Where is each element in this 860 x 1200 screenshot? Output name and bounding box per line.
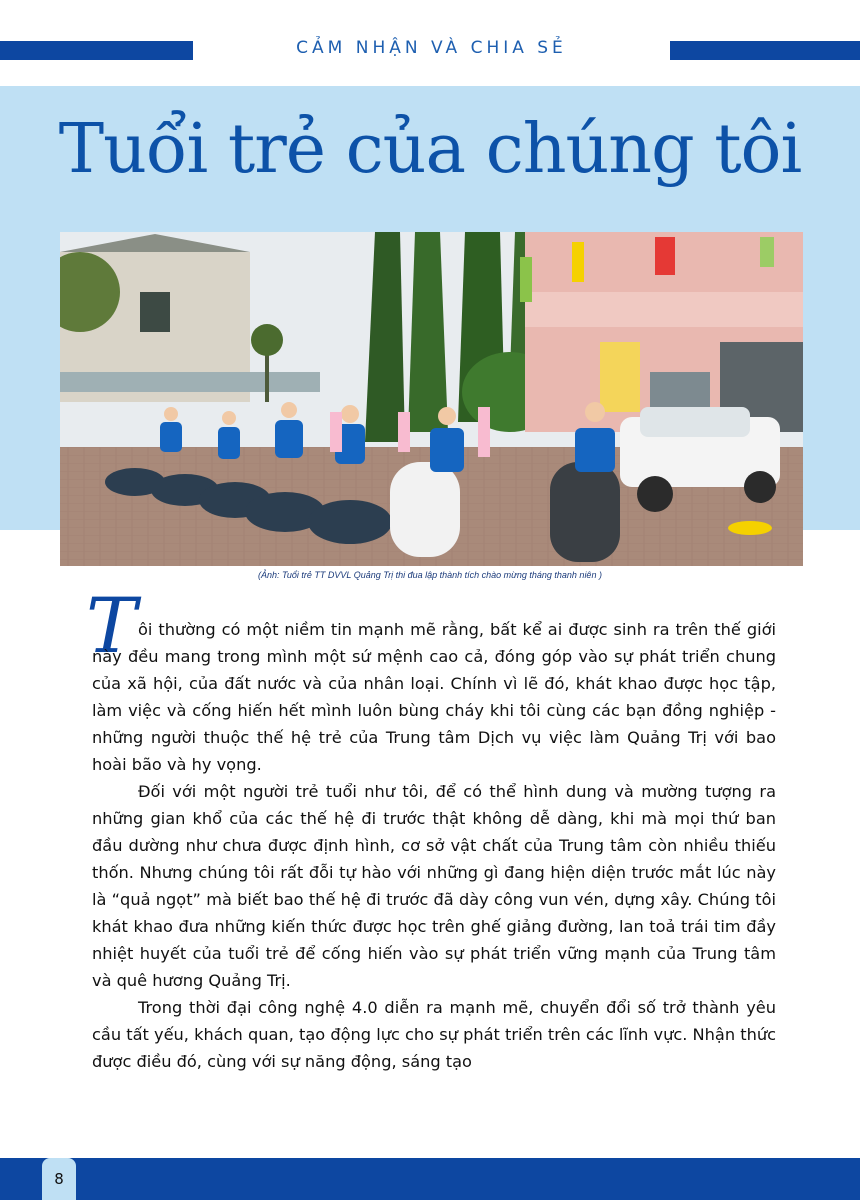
photo-caption: (Ảnh: Tuổi trẻ TT DVVL Quảng Trị thi đua lập thành tích chào mừng tháng thanh niên ) — [258, 570, 602, 580]
drop-cap: T — [86, 581, 137, 670]
paragraph-1: ôi thường có một niềm tin mạnh mẽ rằng, bất kể ai được sinh ra trên thế giới này đều mang trong mình một sứ mệnh cao cả, đóng góp vào sự phát triển chung của xã hội, của đất nước và của nhân loại. Chính vì lẽ đó, khát khao được học tập, làm việc và cống hiến hết mình luôn bùng cháy khi tôi cùng các bạn đồng nghiệp - những người thuộc thế hệ trẻ của Trung tâm Dịch vụ việc làm Quảng Trị với bao hoài bão và hy vọng. — [92, 620, 776, 774]
article-title: Tuổi trẻ của chúng tôi — [58, 110, 802, 189]
section-label: CẢM NHẬN VÀ CHIA SẺ — [296, 38, 567, 58]
paragraph-2: Đối với một người trẻ tuổi như tôi, để có thể hình dung và mường tượng ra những gian khổ của các thế hệ đi trước thật không dễ dàng, khi mà mọi thứ ban đầu dường như chưa được định hình, cơ sở vật chất của Trung tâm còn nhiều thiếu thốn. Nhưng chúng tôi rất đỗi tự hào với những gì đang hiện diện trước mắt lúc này là “quả ngọt” mà biết bao thế hệ đi trước đã dày công vun vén, dựng xây. Chúng tôi khát khao đưa những kiến thức được học trên ghế giảng đường, lan toả trái tim đầy nhiệt huyết của tuổi trẻ để cống hiến vào sự phát triển vững mạnh của Trung tâm và quê hương Quảng Trị. — [92, 782, 776, 990]
article-body — [92, 616, 776, 1075]
header-bar-left — [0, 41, 193, 60]
photo-illustration — [60, 232, 803, 566]
article-photo — [60, 232, 803, 566]
footer-bar — [0, 1158, 860, 1200]
paragraph-3: Trong thời đại công nghệ 4.0 diễn ra mạnh mẽ, chuyển đổi số trở thành yêu cầu tất yếu, khách quan, tạo động lực cho sự phát triển trên các lĩnh vực. Nhận thức được điều đó, cùng với sự năng động, sáng tạo — [92, 998, 776, 1071]
header-bar-right — [670, 41, 860, 60]
page-number: 8 — [54, 1170, 64, 1188]
